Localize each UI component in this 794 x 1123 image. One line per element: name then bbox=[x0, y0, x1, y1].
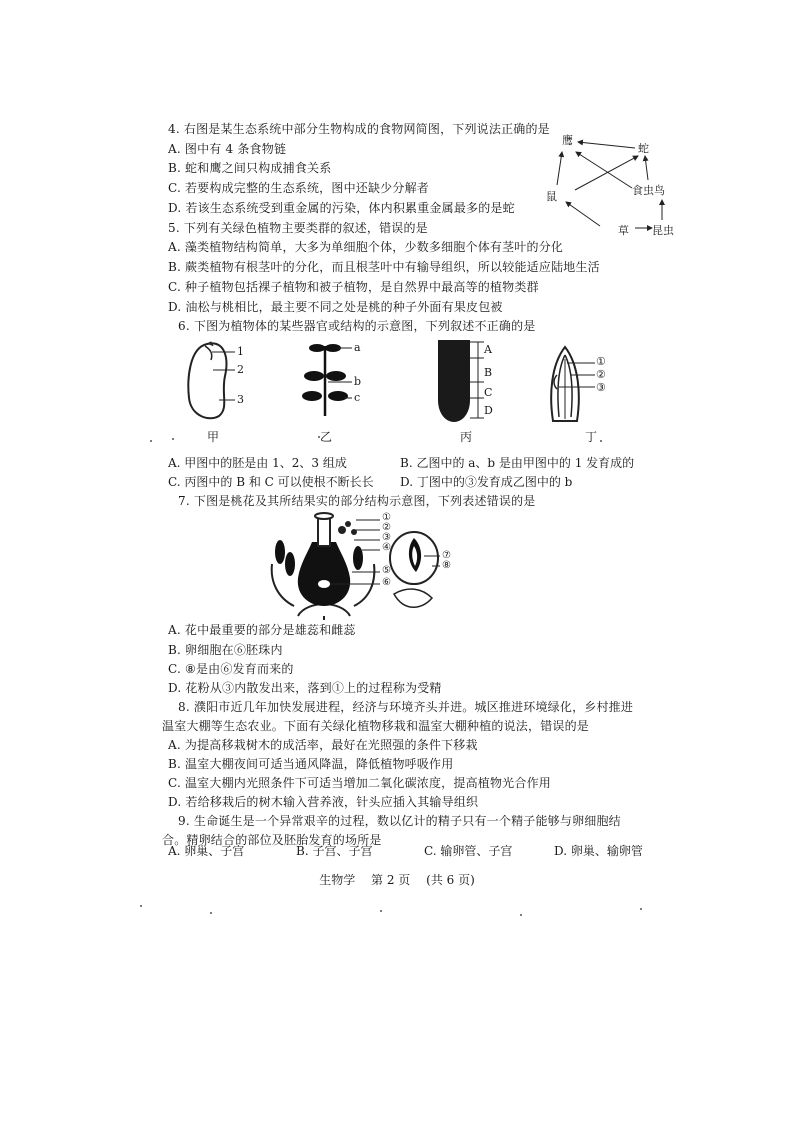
figure-peach-fruit bbox=[388, 524, 448, 614]
figure-bing-label-d: D bbox=[484, 404, 493, 417]
flower-label-2: ② bbox=[382, 522, 391, 533]
food-web-mouse: 鼠 bbox=[546, 190, 557, 203]
food-web-grass: 草 bbox=[618, 224, 629, 237]
q8-option-a: A. 为提高移栽树木的成活率，最好在光照强的条件下移栽 bbox=[168, 738, 478, 752]
q4-option-b: B. 蛇和鹰之间只构成捕食关系 bbox=[168, 161, 332, 175]
q9-option-b: B. 子宫、子宫 bbox=[296, 844, 373, 858]
figure-ding-label-1: ① bbox=[596, 355, 606, 368]
q4-stem: 4. 右图是某生态系统中部分生物构成的食物网简图，下列说法正确的是 bbox=[168, 122, 550, 136]
flower-label-3: ③ bbox=[382, 532, 391, 543]
q5-option-b: B. 蕨类植物有根茎叶的分化，而且根茎叶中有输导组织，所以较能适应陆地生活 bbox=[168, 260, 600, 274]
fruit-label-8: ⑧ bbox=[442, 560, 451, 571]
q6-option-d: D. 丁图中的③发育成乙图中的 b bbox=[400, 475, 573, 489]
scan-speck bbox=[210, 912, 212, 914]
scan-speck bbox=[600, 440, 602, 442]
figure-bing-root-tip bbox=[430, 338, 510, 443]
food-web-insect: 昆虫 bbox=[652, 224, 674, 237]
q7-stem: 7. 下图是桃花及其所结果实的部分结构示意图，下列表述错误的是 bbox=[178, 494, 536, 508]
figure-bing-caption: 丙 bbox=[460, 430, 473, 444]
q5-option-c: C. 种子植物包括裸子植物和被子植物，是自然界中最高等的植物类群 bbox=[168, 280, 539, 294]
q7-option-d: D. 花粉从③内散发出来，落到①上的过程称为受精 bbox=[168, 681, 442, 695]
flower-label-6: ⑥ bbox=[382, 577, 391, 588]
food-web-snake: 蛇 bbox=[638, 142, 649, 155]
figure-peach-flower bbox=[262, 512, 390, 620]
q9-option-d: D. 卵巢、输卵管 bbox=[554, 844, 643, 858]
scan-speck bbox=[380, 910, 382, 912]
arrow-mouse-hawk bbox=[557, 152, 562, 185]
q7-option-a: A. 花中最重要的部分是雄蕊和雌蕊 bbox=[168, 623, 356, 637]
scan-speck bbox=[172, 438, 174, 440]
figure-yi-label-b: b bbox=[354, 375, 362, 388]
q8-option-c: C. 温室大棚内光照条件下可适当增加二氧化碳浓度，提高植物光合作用 bbox=[168, 776, 551, 790]
footer-page-number: 第 2 页 bbox=[371, 873, 411, 887]
flower-label-5: ⑤ bbox=[382, 565, 391, 576]
figure-yi-seedling bbox=[300, 338, 370, 443]
q5-option-d: D. 油松与桃相比，最主要不同之处是桃的种子外面有果皮包被 bbox=[168, 300, 503, 314]
figure-jia-label-3: 3 bbox=[237, 393, 244, 406]
q9-option-c: C. 输卵管、子宫 bbox=[424, 844, 513, 858]
figure-yi-caption: 乙 bbox=[320, 430, 333, 444]
arrow-grass-mouse bbox=[566, 202, 600, 226]
q4-option-d: D. 若该生态系统受到重金属的污染，体内积累重金属最多的是蛇 bbox=[168, 201, 515, 215]
scan-speck bbox=[140, 905, 142, 907]
q5-option-a: A. 藻类植物结构简单，大多为单细胞个体，少数多细胞个体有茎叶的分化 bbox=[168, 240, 564, 254]
fruit-label-7: ⑦ bbox=[442, 550, 451, 561]
q8-stem-line1: 8. 濮阳市近几年加快发展进程，经济与环境齐头并进。城区推进环境绿化，乡村推进 bbox=[178, 700, 634, 714]
q9-stem-line1: 9. 生命诞生是一个异常艰辛的过程，数以亿计的精子只有一个精子能够与卵细胞结 bbox=[178, 814, 621, 828]
arrow-bird-snake bbox=[645, 156, 648, 180]
figure-ding-label-2: ② bbox=[596, 368, 606, 381]
figure-bing-label-b: B bbox=[484, 366, 493, 379]
q4-option-a: A. 图中有 4 条食物链 bbox=[168, 142, 287, 156]
arrow-bird-hawk bbox=[576, 152, 632, 188]
q8-option-d: D. 若给移栽后的树木输入营养液，针头应插入其输导组织 bbox=[168, 795, 479, 809]
food-web-insect-bird: 食虫鸟 bbox=[632, 184, 665, 197]
figure-jia-caption: 甲 bbox=[207, 430, 220, 444]
figure-bing-label-a: A bbox=[484, 343, 492, 356]
figure-jia-label-1: 1 bbox=[237, 345, 244, 358]
figure-ding-caption: 丁 bbox=[585, 430, 598, 444]
q8-option-b: B. 温室大棚夜间可适当通风降温，降低植物呼吸作用 bbox=[168, 757, 454, 771]
scan-speck bbox=[520, 914, 522, 916]
flower-label-4: ④ bbox=[382, 542, 391, 553]
q6-option-a: A. 甲图中的胚是由 1、2、3 组成 bbox=[168, 456, 347, 470]
q9-stem-line2: 合。精卵结合的部位及胚胎发育的场所是 bbox=[162, 833, 382, 847]
figure-jia-seed bbox=[185, 338, 255, 443]
footer-subject: 生物学 bbox=[319, 873, 356, 887]
q5-stem: 5. 下列有关绿色植物主要类群的叙述，错误的是 bbox=[168, 221, 428, 235]
food-web-hawk: 鹰 bbox=[562, 134, 573, 147]
arrow-mouse-snake bbox=[575, 156, 638, 190]
figure-ding-label-3: ③ bbox=[596, 381, 606, 394]
food-web-diagram bbox=[540, 130, 680, 240]
page-footer bbox=[0, 871, 794, 888]
q4-option-c: C. 若要构成完整的生态系统，图中还缺少分解者 bbox=[168, 181, 429, 195]
figure-ding-bud bbox=[545, 345, 625, 443]
figure-yi-label-c: c bbox=[354, 391, 361, 404]
scan-speck bbox=[640, 908, 642, 910]
q7-option-c: C. ⑧是由⑥发育而来的 bbox=[168, 662, 294, 676]
arrow-snake-hawk bbox=[578, 142, 635, 148]
q6-stem: 6. 下图为植物体的某些器官或结构的示意图，下列叙述不正确的是 bbox=[178, 319, 536, 333]
q8-stem-line2: 温室大棚等生态农业。下面有关绿化植物移栽和温室大棚种植的说法，错误的是 bbox=[162, 719, 590, 733]
flower-label-1: ① bbox=[382, 512, 391, 523]
figure-jia-label-2: 2 bbox=[237, 363, 244, 376]
figure-yi-label-a: a bbox=[354, 341, 361, 354]
figure-bing-label-c: C bbox=[484, 386, 493, 399]
scan-speck bbox=[318, 436, 320, 438]
scan-speck bbox=[150, 440, 152, 442]
q6-option-c: C. 丙图中的 B 和 C 可以使根不断长长 bbox=[168, 475, 374, 489]
q9-option-a: A. 卵巢、子宫 bbox=[168, 844, 245, 858]
q6-option-b: B. 乙图中的 a、b 是由甲图中的 1 发育成的 bbox=[400, 456, 635, 470]
q7-option-b: B. 卵细胞在⑥胚珠内 bbox=[168, 643, 283, 657]
footer-total-pages: (共 6 页) bbox=[426, 873, 475, 887]
